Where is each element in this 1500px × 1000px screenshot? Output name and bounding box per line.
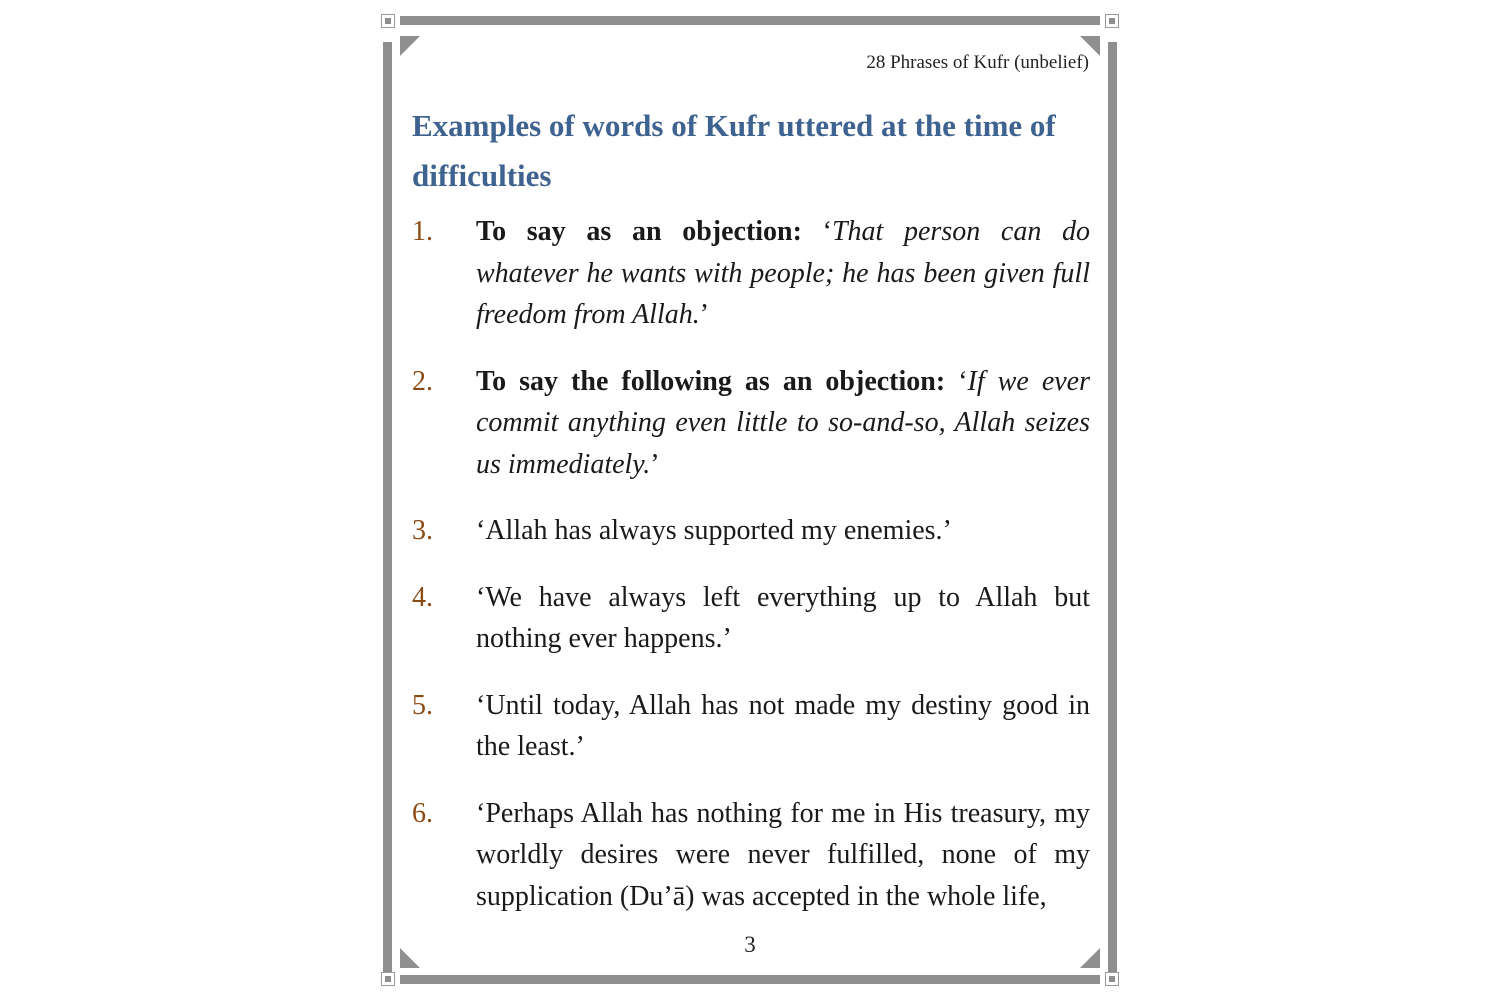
item-lead: To say as an objection: bbox=[476, 216, 802, 247]
list-item bbox=[412, 211, 1090, 336]
quote-close-mark: ’ bbox=[650, 448, 660, 480]
running-header: 28 Phrases of Kufr (unbelief) bbox=[866, 52, 1089, 73]
frame-corner-ornament-top-left bbox=[381, 14, 395, 28]
phrase-list bbox=[412, 211, 1090, 942]
item-number: 1. bbox=[412, 216, 433, 247]
frame-corner-triangle-top-left bbox=[400, 36, 420, 56]
frame-bottom-border bbox=[400, 975, 1100, 984]
frame-left-border bbox=[383, 42, 392, 972]
list-item bbox=[412, 685, 1090, 768]
quote-close-mark: ’ bbox=[699, 299, 710, 330]
item-text: ‘Perhaps Allah has nothing for me in His treasury, my worldly desires were never fulfilled, none of my supplication (Du’ā) was accepted in the whole life, bbox=[476, 797, 1090, 912]
item-quote: If we ever commit anything even little to so-and-so, Allah seizes us immediately. bbox=[476, 365, 1090, 480]
item-text: ‘Until today, Allah has not made my destiny good in the least.’ bbox=[476, 689, 1090, 762]
list-item bbox=[412, 361, 1090, 486]
quote-open-mark: ‘ bbox=[801, 216, 832, 247]
frame-right-border bbox=[1108, 42, 1117, 972]
quote-open-mark: ‘ bbox=[945, 365, 968, 397]
item-text bbox=[476, 361, 1090, 486]
page-number: 3 bbox=[744, 932, 756, 957]
item-number: 5. bbox=[412, 689, 433, 721]
item-number: 2. bbox=[412, 365, 433, 397]
item-number: 3. bbox=[412, 515, 433, 546]
frame-corner-ornament-top-right bbox=[1105, 14, 1119, 28]
frame-corner-ornament-bottom-right bbox=[1105, 972, 1119, 986]
list-item bbox=[412, 793, 1090, 918]
item-text: ‘Allah has always supported my enemies.’ bbox=[476, 515, 952, 546]
item-number: 4. bbox=[412, 581, 433, 613]
list-item bbox=[412, 577, 1090, 660]
item-text bbox=[476, 211, 1090, 336]
item-lead: To say the following as an objection: bbox=[476, 365, 946, 397]
frame-top-border bbox=[400, 16, 1100, 25]
item-quote: That person can do whatever he wants with people; he has been given full freedom from Allah. bbox=[476, 216, 1091, 330]
list-item bbox=[412, 510, 1090, 552]
section-heading: Examples of words of Kufr uttered at the time of difficulties bbox=[412, 108, 1056, 193]
frame-corner-ornament-bottom-left bbox=[381, 972, 395, 986]
item-number: 6. bbox=[412, 797, 433, 829]
item-text: ‘We have always left everything up to Allah but nothing ever happens.’ bbox=[476, 581, 1090, 654]
